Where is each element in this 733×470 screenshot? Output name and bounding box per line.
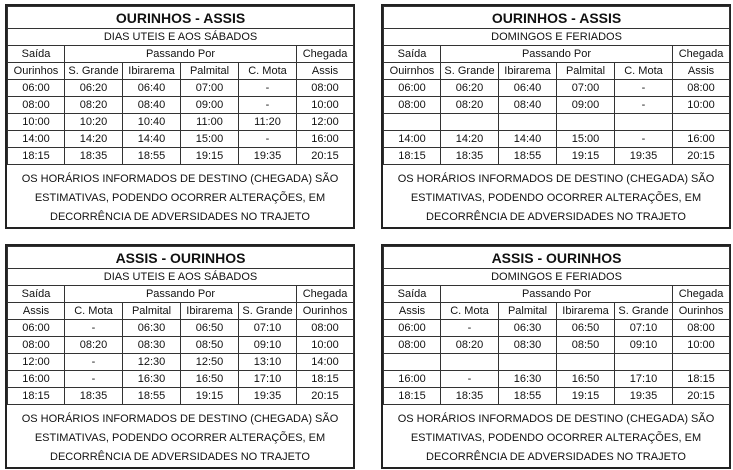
time-cell: 16:00 — [8, 371, 65, 388]
city-header-cell: Ibirarema — [181, 303, 239, 320]
time-cell: 11:20 — [239, 114, 297, 131]
time-cell: 12:00 — [8, 354, 65, 371]
city-header-row — [8, 63, 354, 80]
header-passing-through: Passando Por — [65, 46, 297, 63]
time-cell: - — [615, 80, 673, 97]
time-cell: 14:20 — [65, 131, 123, 148]
time-cell: 12:00 — [297, 114, 354, 131]
time-cell: 18:35 — [441, 148, 499, 165]
time-cell: - — [65, 354, 123, 371]
city-header-cell: Ourinhos — [8, 63, 65, 80]
schedule-table — [7, 6, 354, 165]
schedule-day-type: DOMINGOS E FERIADOS — [384, 269, 730, 286]
time-cell: 06:40 — [499, 80, 557, 97]
time-cell: 06:20 — [65, 80, 123, 97]
schedule-panel-assis-ourinhos-sundays — [381, 244, 731, 469]
header-departure: Saída — [384, 286, 441, 303]
disclaimer-note — [383, 405, 729, 467]
time-cell: 08:00 — [384, 337, 441, 354]
time-cell: 10:40 — [123, 114, 181, 131]
time-cell: 19:15 — [557, 148, 615, 165]
time-cell: 18:15 — [8, 388, 65, 405]
header-passing-through: Passando Por — [441, 286, 673, 303]
time-cell — [557, 354, 615, 371]
city-header-cell: Ouirnhos — [384, 63, 441, 80]
time-cell: 16:00 — [673, 131, 730, 148]
header-departure: Saída — [8, 286, 65, 303]
table-row — [384, 114, 730, 131]
city-header-cell: C. Mota — [615, 63, 673, 80]
disclaimer-line: DECORRÊNCIA DE ADVERSIDADES NO TRAJETO — [426, 211, 686, 223]
time-cell: 18:55 — [123, 388, 181, 405]
time-cell — [441, 354, 499, 371]
city-header-row — [384, 303, 730, 320]
disclaimer-line: ESTIMATIVAS, PODENDO OCORRER ALTERAÇÕES, EM — [34, 432, 326, 444]
table-row — [384, 371, 730, 388]
time-cell: 06:00 — [8, 320, 65, 337]
time-cell: 14:20 — [441, 131, 499, 148]
table-row — [384, 97, 730, 114]
time-cell — [499, 114, 557, 131]
time-cell: 06:40 — [123, 80, 181, 97]
time-cell: 12:30 — [123, 354, 181, 371]
time-cell: 15:00 — [181, 131, 239, 148]
time-cell: 06:20 — [441, 80, 499, 97]
disclaimer-line: ESTIMATIVAS, PODENDO OCORRER ALTERAÇÕES, EM — [410, 432, 702, 444]
time-cell: 16:00 — [297, 131, 354, 148]
city-header-cell: Ibirarema — [123, 63, 181, 80]
table-row — [384, 320, 730, 337]
schedule-day-type: DIAS UTEIS E AOS SÁBADOS — [8, 269, 354, 286]
time-cell: - — [441, 320, 499, 337]
header-arrival: Chegada — [673, 46, 730, 63]
route-title: OURINHOS - ASSIS — [384, 7, 730, 29]
time-cell: 16:30 — [123, 371, 181, 388]
city-header-cell: S. Grande — [239, 303, 297, 320]
time-cell: 07:00 — [181, 80, 239, 97]
time-cell — [615, 114, 673, 131]
city-header-cell: C. Mota — [65, 303, 123, 320]
table-row — [8, 320, 354, 337]
time-cell: - — [615, 97, 673, 114]
time-cell: 14:00 — [8, 131, 65, 148]
city-header-cell: S. Grande — [65, 63, 123, 80]
route-title: ASSIS - OURINHOS — [8, 247, 354, 269]
time-cell: 06:30 — [123, 320, 181, 337]
city-header-cell: Palmital — [557, 63, 615, 80]
time-cell: 15:00 — [557, 131, 615, 148]
disclaimer-line: OS HORÁRIOS INFORMADOS DE DESTINO (CHEGADA) SÃO — [21, 173, 339, 185]
time-cell: 19:35 — [615, 388, 673, 405]
time-cell: 08:20 — [441, 337, 499, 354]
time-cell: 13:10 — [239, 354, 297, 371]
time-cell: 19:35 — [239, 388, 297, 405]
time-cell: 06:00 — [384, 320, 441, 337]
time-cell: 09:10 — [615, 337, 673, 354]
disclaimer-line: ESTIMATIVAS, PODENDO OCORRER ALTERAÇÕES, EM — [34, 192, 326, 204]
time-cell: 12:50 — [181, 354, 239, 371]
header-arrival: Chegada — [297, 286, 354, 303]
time-cell: 20:15 — [673, 148, 730, 165]
time-cell: 08:00 — [673, 80, 730, 97]
city-header-cell: Assis — [673, 63, 730, 80]
time-cell: 06:00 — [8, 80, 65, 97]
header-departure: Saída — [8, 46, 65, 63]
time-cell: 10:00 — [297, 337, 354, 354]
city-header-cell: S. Grande — [615, 303, 673, 320]
time-cell: 18:15 — [297, 371, 354, 388]
time-cell: 19:15 — [557, 388, 615, 405]
schedule-table — [383, 6, 730, 165]
time-cell: 18:15 — [384, 148, 441, 165]
city-header-cell: S. Grande — [441, 63, 499, 80]
time-cell: - — [239, 131, 297, 148]
city-header-cell: Ourinhos — [673, 303, 730, 320]
time-cell: 20:15 — [673, 388, 730, 405]
city-header-row — [384, 63, 730, 80]
time-cell: 19:15 — [181, 148, 239, 165]
route-title: ASSIS - OURINHOS — [384, 247, 730, 269]
time-cell: 08:00 — [297, 80, 354, 97]
time-cell: 18:15 — [384, 388, 441, 405]
time-cell: 18:35 — [65, 148, 123, 165]
time-cell: 09:00 — [557, 97, 615, 114]
time-cell — [673, 354, 730, 371]
table-row — [8, 80, 354, 97]
time-cell — [673, 114, 730, 131]
time-cell: 19:35 — [615, 148, 673, 165]
time-cell: 07:00 — [557, 80, 615, 97]
time-cell: 14:40 — [499, 131, 557, 148]
disclaimer-note — [383, 165, 729, 227]
time-cell — [499, 354, 557, 371]
time-cell: 08:50 — [557, 337, 615, 354]
time-cell — [441, 114, 499, 131]
time-cell: 16:00 — [384, 371, 441, 388]
schedule-panel-assis-ourinhos-weekdays — [5, 244, 355, 469]
time-cell: - — [239, 97, 297, 114]
city-header-cell: Palmital — [499, 303, 557, 320]
time-cell: 10:00 — [297, 97, 354, 114]
time-cell: 18:55 — [499, 148, 557, 165]
time-cell: 08:20 — [65, 337, 123, 354]
table-row — [384, 148, 730, 165]
time-cell: 08:50 — [181, 337, 239, 354]
time-cell: 08:00 — [8, 97, 65, 114]
table-row — [8, 114, 354, 131]
time-cell: - — [239, 80, 297, 97]
time-cell: 06:00 — [384, 80, 441, 97]
time-cell: 19:35 — [239, 148, 297, 165]
schedule-table — [7, 246, 354, 405]
route-title: OURINHOS - ASSIS — [8, 7, 354, 29]
schedule-table — [383, 246, 730, 405]
time-cell: - — [65, 320, 123, 337]
disclaimer-note — [7, 405, 353, 467]
time-cell: 14:00 — [384, 131, 441, 148]
time-cell: 18:15 — [673, 371, 730, 388]
time-cell: 08:00 — [384, 97, 441, 114]
time-cell: 09:10 — [239, 337, 297, 354]
time-cell: - — [65, 371, 123, 388]
time-cell: 20:15 — [297, 148, 354, 165]
time-cell: 18:55 — [123, 148, 181, 165]
disclaimer-note — [7, 165, 353, 227]
time-cell: 08:00 — [297, 320, 354, 337]
time-cell: 06:30 — [499, 320, 557, 337]
time-cell: 08:20 — [441, 97, 499, 114]
header-passing-through: Passando Por — [65, 286, 297, 303]
time-cell: 19:15 — [181, 388, 239, 405]
table-row — [384, 388, 730, 405]
time-cell — [615, 354, 673, 371]
time-cell: 08:00 — [673, 320, 730, 337]
time-cell — [384, 354, 441, 371]
table-row — [384, 337, 730, 354]
time-cell: 11:00 — [181, 114, 239, 131]
city-header-row — [8, 303, 354, 320]
time-cell: 16:30 — [499, 371, 557, 388]
time-cell: 08:20 — [65, 97, 123, 114]
table-row — [8, 131, 354, 148]
time-cell: 18:35 — [441, 388, 499, 405]
city-header-cell: C. Mota — [239, 63, 297, 80]
table-row — [384, 80, 730, 97]
table-row — [8, 148, 354, 165]
disclaimer-line: DECORRÊNCIA DE ADVERSIDADES NO TRAJETO — [426, 451, 686, 463]
time-cell: 20:15 — [297, 388, 354, 405]
time-cell: 17:10 — [615, 371, 673, 388]
disclaimer-line: DECORRÊNCIA DE ADVERSIDADES NO TRAJETO — [50, 451, 310, 463]
time-cell: 18:15 — [8, 148, 65, 165]
time-cell: 18:35 — [65, 388, 123, 405]
time-cell: 10:00 — [673, 97, 730, 114]
city-header-cell: Assis — [384, 303, 441, 320]
time-cell: 06:50 — [557, 320, 615, 337]
disclaimer-line: OS HORÁRIOS INFORMADOS DE DESTINO (CHEGADA) SÃO — [21, 413, 339, 425]
time-cell — [384, 114, 441, 131]
time-cell: 08:40 — [499, 97, 557, 114]
time-cell — [557, 114, 615, 131]
time-cell: 08:30 — [123, 337, 181, 354]
city-header-cell: Ibirarema — [557, 303, 615, 320]
city-header-cell: Assis — [297, 63, 354, 80]
city-header-cell: Palmital — [181, 63, 239, 80]
time-cell: 09:00 — [181, 97, 239, 114]
city-header-cell: Palmital — [123, 303, 181, 320]
city-header-cell: C. Mota — [441, 303, 499, 320]
schedule-panel-ourinhos-assis-sundays — [381, 4, 731, 229]
schedule-day-type: DOMINGOS E FERIADOS — [384, 29, 730, 46]
time-cell: 10:00 — [8, 114, 65, 131]
time-cell: - — [441, 371, 499, 388]
city-header-cell: Ibirarema — [499, 63, 557, 80]
table-row — [384, 354, 730, 371]
time-cell: 16:50 — [181, 371, 239, 388]
schedule-panel-ourinhos-assis-weekdays — [5, 4, 355, 229]
header-arrival: Chegada — [673, 286, 730, 303]
time-cell: 10:20 — [65, 114, 123, 131]
time-cell: 08:40 — [123, 97, 181, 114]
table-row — [8, 354, 354, 371]
header-departure: Saída — [384, 46, 441, 63]
disclaimer-line: OS HORÁRIOS INFORMADOS DE DESTINO (CHEGADA) SÃO — [397, 173, 715, 185]
disclaimer-line: OS HORÁRIOS INFORMADOS DE DESTINO (CHEGADA) SÃO — [397, 413, 715, 425]
time-cell: 08:00 — [8, 337, 65, 354]
table-row — [384, 131, 730, 148]
time-cell: 14:40 — [123, 131, 181, 148]
time-cell: 14:00 — [297, 354, 354, 371]
table-row — [8, 97, 354, 114]
time-cell: 16:50 — [557, 371, 615, 388]
table-row — [8, 388, 354, 405]
disclaimer-line: ESTIMATIVAS, PODENDO OCORRER ALTERAÇÕES, EM — [410, 192, 702, 204]
table-row — [8, 371, 354, 388]
header-arrival: Chegada — [297, 46, 354, 63]
time-cell: 06:50 — [181, 320, 239, 337]
city-header-cell: Ourinhos — [297, 303, 354, 320]
time-cell: 10:00 — [673, 337, 730, 354]
table-row — [8, 337, 354, 354]
time-cell: 07:10 — [615, 320, 673, 337]
time-cell: 18:55 — [499, 388, 557, 405]
header-passing-through: Passando Por — [441, 46, 673, 63]
time-cell: 07:10 — [239, 320, 297, 337]
time-cell: - — [615, 131, 673, 148]
time-cell: 08:30 — [499, 337, 557, 354]
disclaimer-line: DECORRÊNCIA DE ADVERSIDADES NO TRAJETO — [50, 211, 310, 223]
city-header-cell: Assis — [8, 303, 65, 320]
time-cell: 17:10 — [239, 371, 297, 388]
schedule-day-type: DIAS UTEIS E AOS SÁBADOS — [8, 29, 354, 46]
